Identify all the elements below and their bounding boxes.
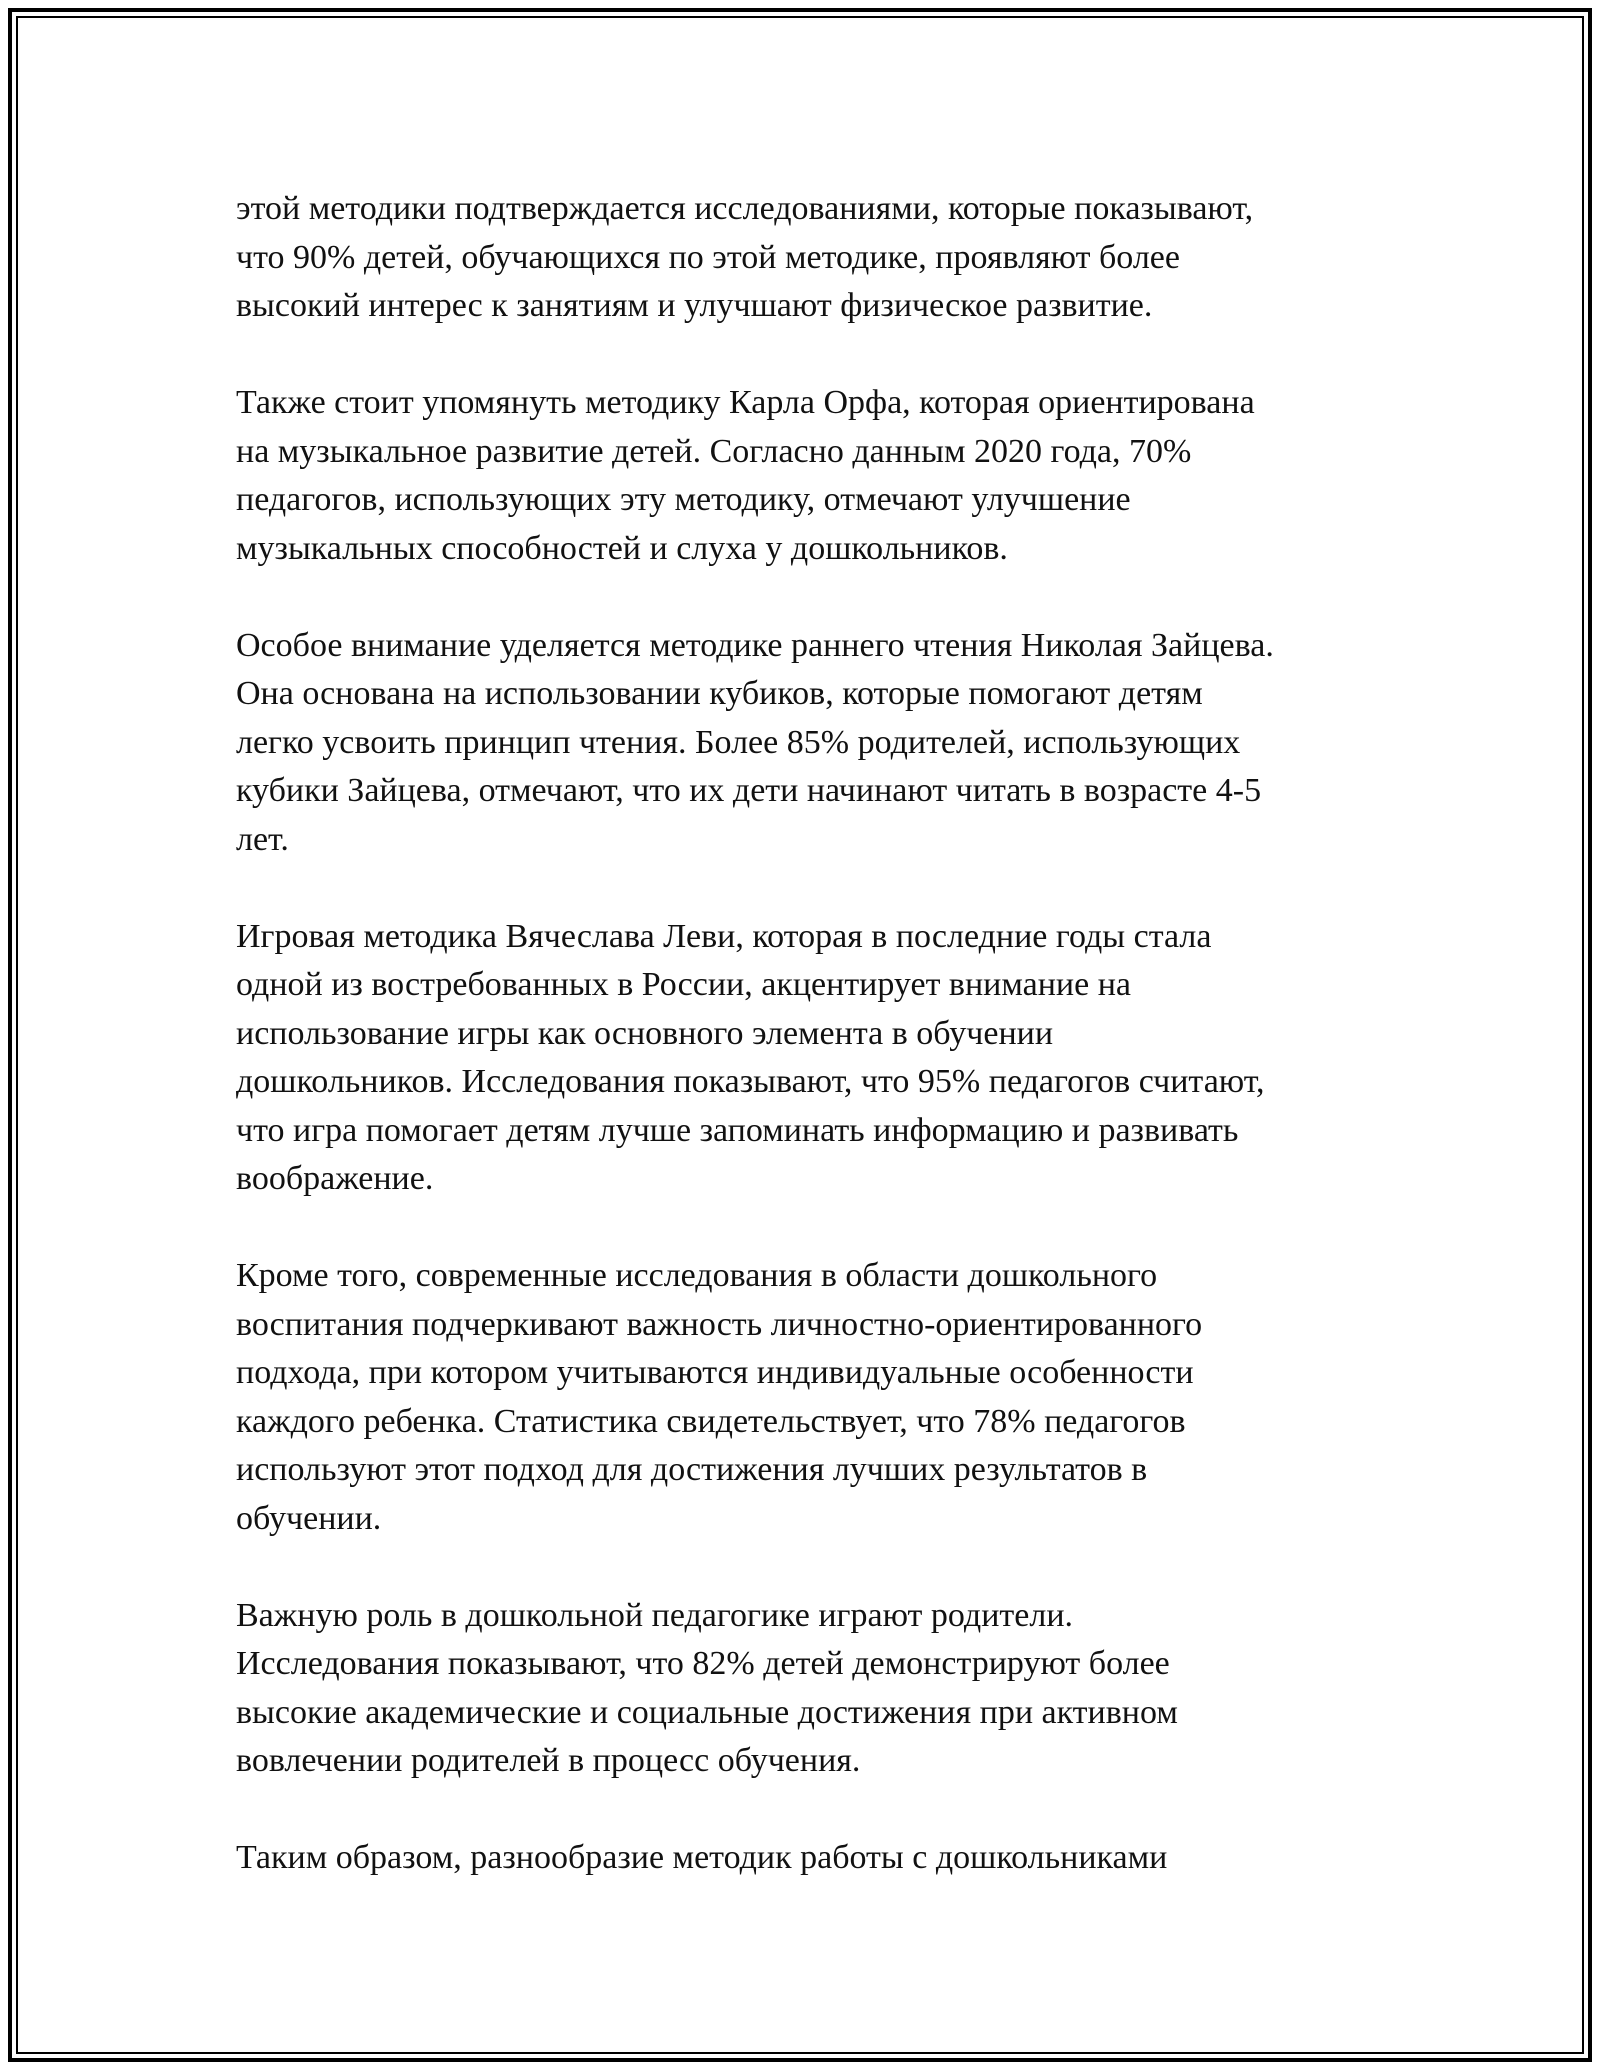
text-line: что 90% детей, обучающихся по этой методике, проявляют более [236,238,1180,276]
text-line: Игровая методика Вячеслава Леви, которая в последние годы стала [236,917,1212,955]
text-line: каждого ребенка. Статистика свидетельствует, что 78% педагогов [236,1402,1186,1440]
text-line: педагогов, использующих эту методику, отмечают улучшение [236,481,1131,518]
paragraph [236,622,1386,865]
paragraph [236,379,1386,573]
text-line: кубики Зайцева, отмечают, что их дети начинают читать в возрасте 4-5 [236,772,1262,809]
text-line: Она основана на использовании кубиков, которые помогают детям [236,675,1203,712]
text-line: Таким образом, разнообразие методик работы с дошкольниками [236,1839,1168,1876]
text-line: Исследования показывают, что 82% детей демонстрируют более [236,1645,1170,1682]
text-line: Также стоит упомянуть методику Карла Орфа, которая ориентирована [236,384,1255,421]
text-line: высокий интерес к занятиям и улучшают физическое развитие. [236,287,1153,324]
text-line: используют этот подход для достижения лучших результатов в [236,1451,1148,1488]
paragraph [236,913,1386,1204]
text-line: высокие академические и социальные достижения при активном [236,1693,1178,1731]
text-line: вовлечении родителей в процесс обучения. [236,1742,861,1779]
text-line: подхода, при котором учитываются индивидуальные особенности [236,1354,1194,1391]
text-line: воображение. [236,1160,434,1197]
text-line: Кроме того, современные исследования в области дошкольного [236,1257,1158,1294]
text-line: Важную роль в дошкольной педагогике играют родители. [236,1596,1074,1634]
text-line: легко усвоить принцип чтения. Более 85% родителей, использующих [236,723,1241,761]
text-line: этой методики подтверждается исследованиями, которые показывают, [236,190,1254,227]
text-line: лет. [236,820,289,858]
document-body [236,185,1386,1931]
paragraph [236,1252,1386,1543]
text-line: обучении. [236,1499,382,1537]
text-line: Особое внимание уделяется методике раннего чтения Николая Зайцева. [236,626,1274,664]
text-line: дошкольников. Исследования показывают, что 95% педагогов считают, [236,1063,1265,1100]
text-line: одной из востребованных в России, акцентирует внимание на [236,966,1132,1003]
text-line: воспитания подчеркивают важность личностно-ориентированного [236,1305,1203,1343]
paragraph [236,1592,1386,1786]
paragraph [236,185,1386,331]
paragraph [236,1834,1386,1883]
text-line: на музыкальное развитие детей. Согласно данным 2020 года, 70% [236,432,1192,470]
text-line: что игра помогает детям лучше запоминать информацию и развивать [236,1111,1239,1149]
text-line: использование игры как основного элемента в обучении [236,1014,1054,1052]
text-line: музыкальных способностей и слуха у дошкольников. [236,529,1008,567]
